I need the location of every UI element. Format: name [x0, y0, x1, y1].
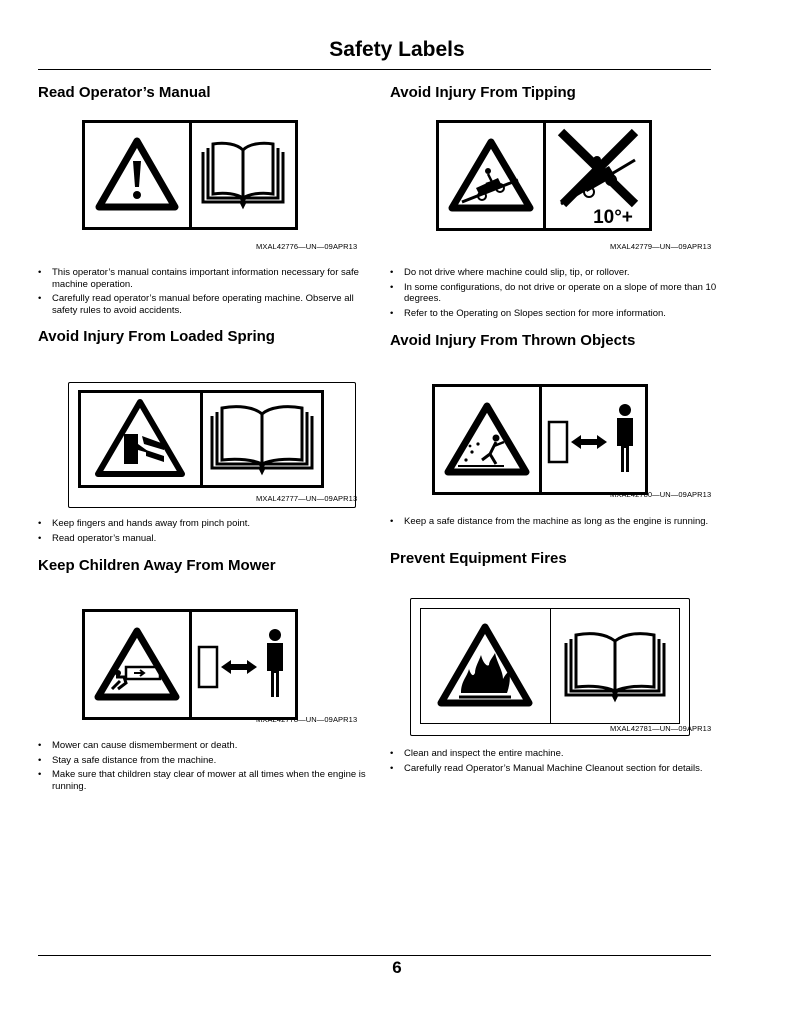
list-item: • Do not drive where machine could slip, tip, or rollover.: [390, 267, 730, 279]
bullet-list: [390, 267, 730, 322]
section-avoid-injury-tipping: [390, 84, 730, 319]
section-heading: Keep Children Away From Mower: [38, 557, 276, 574]
section-heading: Prevent Equipment Fires: [390, 550, 567, 567]
section-prevent-equipment-fires: [390, 550, 730, 774]
list-item: • Keep fingers and hands away from pinch point.: [38, 518, 378, 530]
label-part-number: MXAL42779—UN—09APR13: [610, 242, 712, 251]
operator-manual-book-icon: [200, 393, 322, 485]
slope-limit-text: 10°+: [593, 206, 634, 226]
operator-manual-book-icon: [189, 123, 296, 227]
label-part-number: MXAL42781—UN—09APR13: [610, 724, 712, 733]
section-keep-children-away: [38, 557, 378, 792]
section-avoid-injury-loaded-spring: [38, 328, 378, 544]
page-title: Safety Labels: [329, 38, 465, 61]
warning-exclamation-icon: [85, 123, 189, 227]
label-decal: [436, 120, 652, 231]
label-decal: [82, 120, 298, 230]
thrown-objects-hazard-icon: [435, 387, 539, 492]
bullet-list: [38, 740, 378, 795]
operator-manual-book-icon: [550, 609, 680, 723]
bullet-list: [38, 267, 378, 319]
keep-safe-distance-icon: [189, 612, 296, 717]
footer-rule: [38, 955, 711, 956]
list-item: • This operator’s manual contains important information necessary for safe machine operation.: [38, 267, 378, 290]
bullet-list: [38, 518, 378, 547]
list-item: • Read operator’s manual.: [38, 533, 378, 545]
list-item: • Mower can cause dismemberment or death.: [38, 740, 378, 752]
list-item: • In some configurations, do not drive or operate on a slope of more than 10 degrees.: [390, 282, 730, 305]
label-decal: [432, 384, 648, 495]
list-item: • Refer to the Operating on Slopes section for more information.: [390, 308, 730, 320]
tipping-hazard-icon: [439, 123, 543, 228]
mower-dismemberment-hazard-icon: [85, 612, 189, 717]
keep-safe-distance-icon: [539, 387, 646, 492]
label-part-number: MXAL42778—UN—09APR13: [256, 715, 358, 724]
label-decal: [420, 608, 680, 724]
list-item: • Keep a safe distance from the machine as long as the engine is running.: [390, 516, 730, 528]
list-item: • Make sure that children stay clear of mower at all times when the engine is running.: [38, 769, 378, 792]
fire-hazard-icon: [421, 609, 550, 723]
label-decal: [78, 390, 324, 488]
section-heading: Avoid Injury From Tipping: [390, 84, 576, 101]
section-heading: Avoid Injury From Thrown Objects: [390, 332, 636, 349]
bullet-list: [390, 748, 730, 777]
page-number: 6: [392, 958, 402, 977]
label-part-number: MXAL42776—UN—09APR13: [256, 242, 358, 251]
pinch-point-hazard-icon: [81, 393, 200, 485]
section-read-operators-manual: [38, 84, 378, 316]
section-avoid-injury-thrown-objects: [390, 332, 730, 527]
list-item: • Clean and inspect the entire machine.: [390, 748, 730, 760]
bullet-list: [390, 516, 730, 531]
list-item: • Stay a safe distance from the machine.: [38, 755, 378, 767]
label-decal: [82, 609, 298, 720]
label-part-number: MXAL42780—UN—09APR13: [610, 490, 712, 499]
section-heading: Avoid Injury From Loaded Spring: [38, 328, 275, 345]
label-part-number: MXAL42777—UN—09APR13: [256, 494, 358, 503]
slope-limit-icon: [543, 123, 650, 228]
list-item: • Carefully read Operator’s Manual Machine Cleanout section for details.: [390, 763, 730, 775]
section-heading: Read Operator’s Manual: [38, 84, 211, 101]
header-rule: [38, 69, 711, 70]
list-item: • Carefully read operator’s manual before operating machine. Observe all safety rules to avoid accidents.: [38, 293, 378, 316]
